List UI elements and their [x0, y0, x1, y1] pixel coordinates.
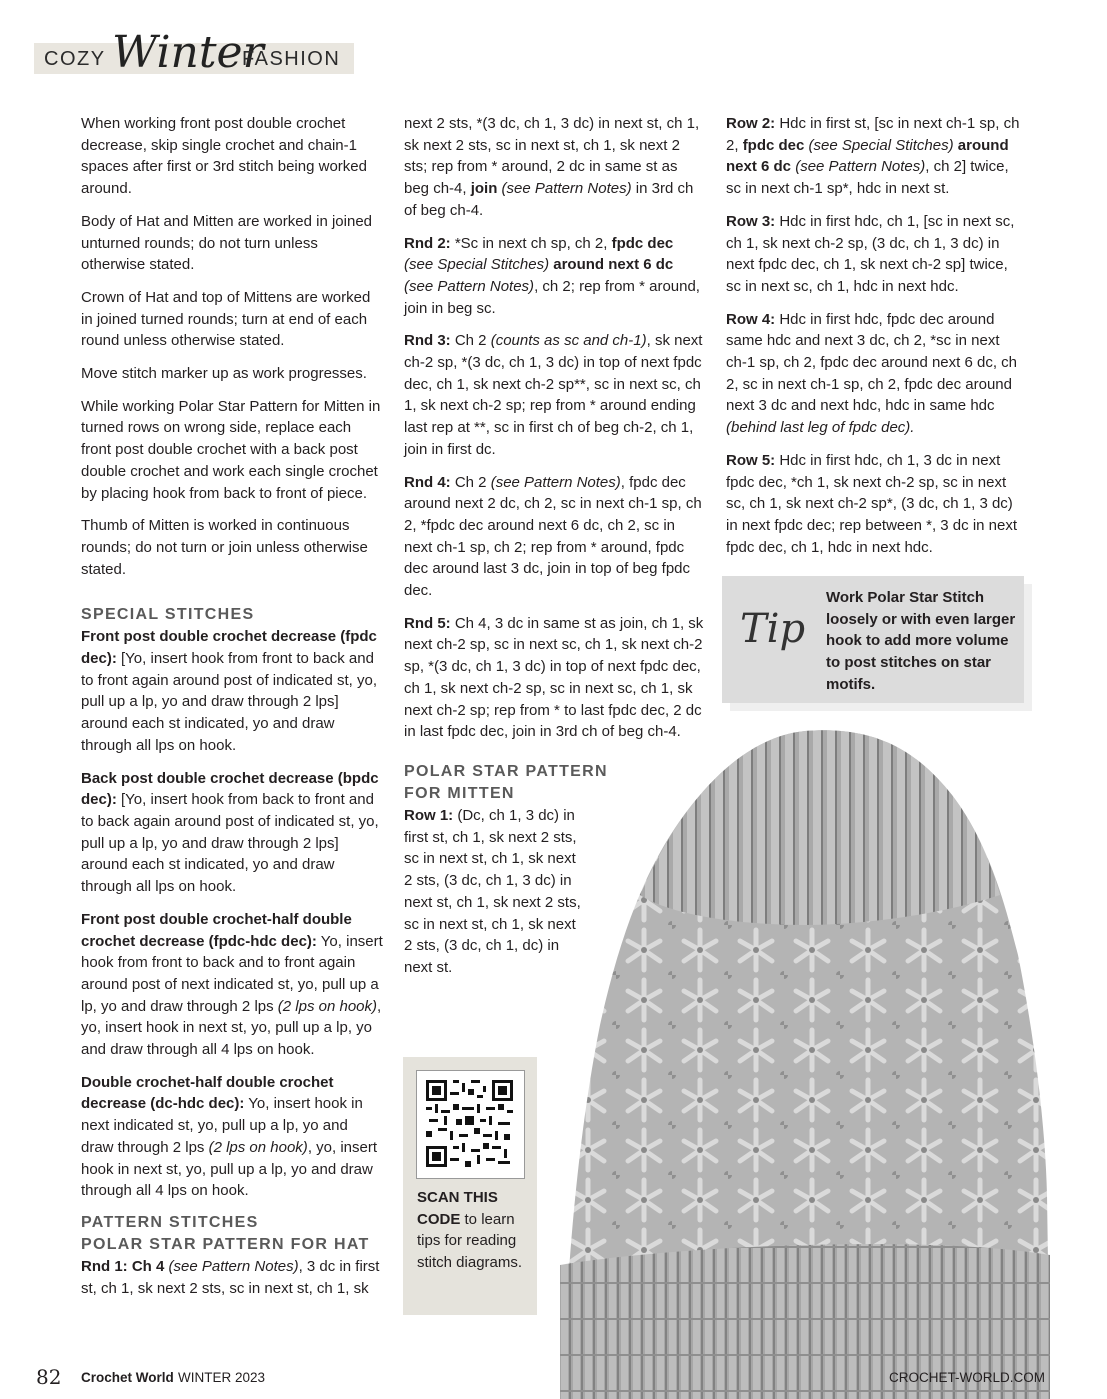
- tip-heading: Tip: [740, 606, 806, 652]
- paragraph: Body of Hat and Mitten are worked in joined unturned rounds; do not turn unless otherwise stated.: [81, 212, 372, 274]
- row-1: [404, 805, 582, 979]
- paragraph: Crown of Hat and top of Mittens are worked in joined turned rounds; turn at end of each round unless otherwise stated.: [81, 288, 371, 350]
- rnd-2: [404, 233, 704, 320]
- footer-magazine: Crochet World: [81, 1370, 174, 1385]
- stitch-title: Back post double crochet decrease (bpdc dec):: [81, 769, 379, 809]
- stitch-title: Front post double crochet decrease (fpdc dec):: [81, 628, 377, 668]
- stitch-text: , yo, insert hook in next st, yo, pull up a lp, yo and draw through all 4 lps on hook.: [81, 1138, 378, 1200]
- row-4: [726, 309, 1024, 439]
- rnd-text: in 3rd ch of beg ch-4.: [404, 180, 694, 219]
- rnd-note: (see Special Stitches): [404, 256, 550, 274]
- header-cozy: COZY: [44, 48, 106, 70]
- header-fashion: FASHION: [242, 48, 341, 70]
- column-3: [726, 113, 1024, 569]
- rnd-4: [404, 472, 704, 602]
- rnd-3: [404, 330, 704, 460]
- row-note: (behind last leg of fpdc dec).: [726, 419, 915, 437]
- row-label: Row 2:: [726, 115, 776, 132]
- stitch-def: [81, 909, 383, 1061]
- rnd-text: Ch 2: [450, 332, 491, 350]
- paragraph: When working front post double crochet decrease, skip single crochet and chain-1 spaces after first or 3rd stitch being worked around.: [81, 115, 367, 198]
- stitch-title: Double crochet-half double crochet decrease (dc-hdc dec):: [81, 1073, 334, 1113]
- rnd-text: , fpdc dec around next 2 dc, ch 2, sc in next ch-1 sp, ch 2, *fpdc dec around next 6 dc, ch 2, sc in next ch-1 sp, ch 2; rep from * around, fpdc dec around last 3 dc, join in top of beg fpdc dec.: [404, 473, 702, 600]
- row-text: , ch 2] twice, sc in next ch-1 sp*, hdc in next st.: [726, 158, 1009, 198]
- rnd-1-cont: [404, 113, 704, 222]
- qr-caption: [417, 1187, 532, 1274]
- column-1: [81, 113, 383, 1310]
- rnd-label: Rnd 3:: [404, 332, 451, 350]
- row-2: [726, 113, 1024, 200]
- rnd-5: [404, 613, 704, 743]
- stitch-def: [81, 1072, 383, 1202]
- stitch-note: (2 lps on hook): [277, 997, 378, 1015]
- section-heading-mitten: POLAR STAR PATTERN FOR MITTEN: [404, 762, 608, 802]
- rnd-label: Rnd 1:: [81, 1257, 128, 1275]
- rnd-label: Rnd 5:: [404, 614, 451, 632]
- row-3: [726, 211, 1024, 298]
- section-heading-hat: POLAR STAR PATTERN FOR HAT: [81, 1235, 370, 1253]
- row-label: Row 3:: [726, 212, 776, 230]
- rnd-label: Rnd 2:: [404, 234, 451, 252]
- rnd-bold: around next 6 dc: [549, 256, 674, 274]
- knit-hat-photo: [560, 725, 1050, 1399]
- row-text: Hdc in first st, [sc in next ch-1 sp, ch 2,: [726, 115, 1020, 154]
- rnd-note: (counts as sc and ch-1): [490, 332, 647, 350]
- footer-issue: WINTER 2023: [178, 1370, 266, 1385]
- rnd-text: next 2 sts, *(3 dc, ch 1, 3 dc) in next st, ch 1, sk next 2 sts, sc in next st, ch 1, sk next 2 sts; rep from * around, 2 dc in same st as beg ch-4,: [404, 115, 700, 198]
- row-label: Row 1:: [404, 806, 454, 824]
- tip-text: Work Polar Star Stitch loosely or with even larger hook to add more volume to post stitches on star motifs.: [826, 589, 1016, 693]
- stitch-note: (2 lps on hook): [208, 1138, 308, 1156]
- row-text: Hdc in first hdc, ch 1, [sc in next sc, ch 1, sk next ch-2 sp, (3 dc, ch 1, 3 dc) in next fpdc dec, ch 1, sk next ch-2 sp] twice, sc in next sc, ch 1, hdc in next hdc.: [726, 212, 1015, 295]
- row-label: Row 5:: [726, 451, 776, 469]
- stitch-def: [81, 626, 383, 756]
- rnd-bold: join: [470, 180, 498, 198]
- section-heading-special: SPECIAL STITCHES: [81, 606, 255, 624]
- row-text: Hdc in first hdc, ch 1, 3 dc in next fpdc dec, *ch 1, sk next ch-2 sp, sc in next sc, ch 1, sk next ch-2 sp*, (3 dc, ch 1, 3 dc) in next fpdc dec; rep between *, 3 dc in next fpdc dec, ch 1, hdc in next hdc.: [726, 451, 1018, 556]
- rnd-text: Ch 4: [127, 1257, 169, 1275]
- footer-website: CROCHET-WORLD.COM: [889, 1370, 1045, 1385]
- stitch-text: , yo, insert hook in next st, yo, pull up a lp, yo and draw through all 4 lps on hook.: [81, 997, 382, 1059]
- rnd-text: Ch 4, 3 dc in same st as join, ch 1, sk next ch-2 sp, sc in next sc, ch 1, sk next ch-2 sp, *(3 dc, ch 1, 3 dc) in top of next fpdc dec, ch 1, sk next ch-2 sp, sc in next sc, ch 1, sk next ch-2 sp; rep from * to last fpdc dec, 2 dc in last fpdc dec, join in 3rd ch of beg ch-4.: [404, 614, 704, 741]
- rnd-note: (see Pattern Notes): [497, 180, 632, 198]
- rnd-label: Rnd 4:: [404, 473, 451, 491]
- page-number: 82: [36, 1365, 62, 1389]
- stitch-title: Front post double crochet-half double crochet decrease (fpdc-hdc dec):: [81, 910, 352, 950]
- header-winter: Winter: [112, 27, 264, 78]
- row-note: (see Pattern Notes): [791, 158, 926, 176]
- stitch-text: Yo, insert hook from front to back and to front again around post of next indicated st, yo, pull up a lp, yo and draw through 2 lps: [81, 932, 383, 1015]
- row-label: Row 4:: [726, 310, 776, 328]
- row-note: (see Special Stitches): [804, 136, 954, 154]
- rnd-note: (see Pattern Notes): [490, 473, 621, 491]
- section-heading-pattern: PATTERN STITCHES: [81, 1213, 259, 1231]
- rnd-text: *Sc in next ch sp, ch 2,: [450, 234, 612, 252]
- row-5: [726, 450, 1024, 559]
- row-bold: around next 6 dc: [726, 136, 1009, 176]
- rnd-bold: fpdc dec: [611, 234, 674, 252]
- qr-caption-rest: to learn tips for reading stitch diagrams.: [417, 1210, 523, 1272]
- qr-code-icon[interactable]: [426, 1080, 513, 1167]
- stitch-text: [Yo, insert hook from back to front and to back again around post of indicated st, yo, pull up a lp, yo and draw through 2 lps] around each st indicated, yo and draw through all lps on hook.: [81, 791, 379, 896]
- paragraph: Thumb of Mitten is worked in continuous rounds; do not turn or join unless otherwise stated.: [81, 517, 368, 578]
- rnd-text: , 3 dc in first st, ch 1, sk next 2 sts, sc in next st, ch 1, sk: [81, 1257, 380, 1297]
- row-text: (Dc, ch 1, 3 dc) in first st, ch 1, sk next 2 sts, sc in next st, ch 1, sk next 2 sts, (3 dc, ch 1, 3 dc) in next st, ch 1, sk next 2 sts, sc in next st, ch 1, sk next 2 sts, (3 dc, ch 1, dc) in next st.: [404, 806, 581, 976]
- rnd-note: (see Pattern Notes): [404, 277, 535, 295]
- stitch-text: Yo, insert hook in next indicated st, yo, pull up a lp, yo and draw through 2 lps: [81, 1095, 363, 1156]
- paragraph: Move stitch marker up as work progresses.: [81, 365, 367, 383]
- rnd-1: [81, 1256, 383, 1299]
- rnd-text: , ch 2; rep from * around, join in beg sc.: [404, 277, 700, 317]
- stitch-text: [Yo, insert hook from front to back and to front again around post of indicated st, yo, pull up a lp, yo and draw through 2 lps] around each st indicated, yo and draw through all lps on hook.: [81, 650, 378, 754]
- row-bold: fpdc dec: [742, 136, 805, 154]
- paragraph: While working Polar Star Pattern for Mitten in turned rows on wrong side, replace each front post double crochet with a back post double crochet and work each single crochet by placing hook from back to front of piece.: [81, 397, 381, 502]
- rnd-text: Ch 2: [450, 473, 491, 491]
- rnd-note: (see Pattern Notes): [168, 1257, 299, 1275]
- row-text: Hdc in first hdc, fpdc dec around same hdc and next 3 dc, ch 2, *sc in next ch-1 sp, ch 2, fpdc dec around next 6 dc, ch 2, sc in next ch-1 sp, ch 2, fpdc dec around next 3 dc and next hdc, hdc in same hdc: [726, 310, 1018, 415]
- qr-caption-bold: SCAN THIS CODE: [417, 1189, 498, 1228]
- rnd-text: , sk next ch-2 sp, *(3 dc, ch 1, 3 dc) in top of next fpdc dec, ch 1, sk next ch-2 sp**, sc in next sc, ch 1, sk next ch-2 sp; rep from * around ending last rep at **, sc in first ch of beg ch-2, ch 1, join in first dc.: [404, 332, 703, 458]
- stitch-def: [81, 768, 383, 898]
